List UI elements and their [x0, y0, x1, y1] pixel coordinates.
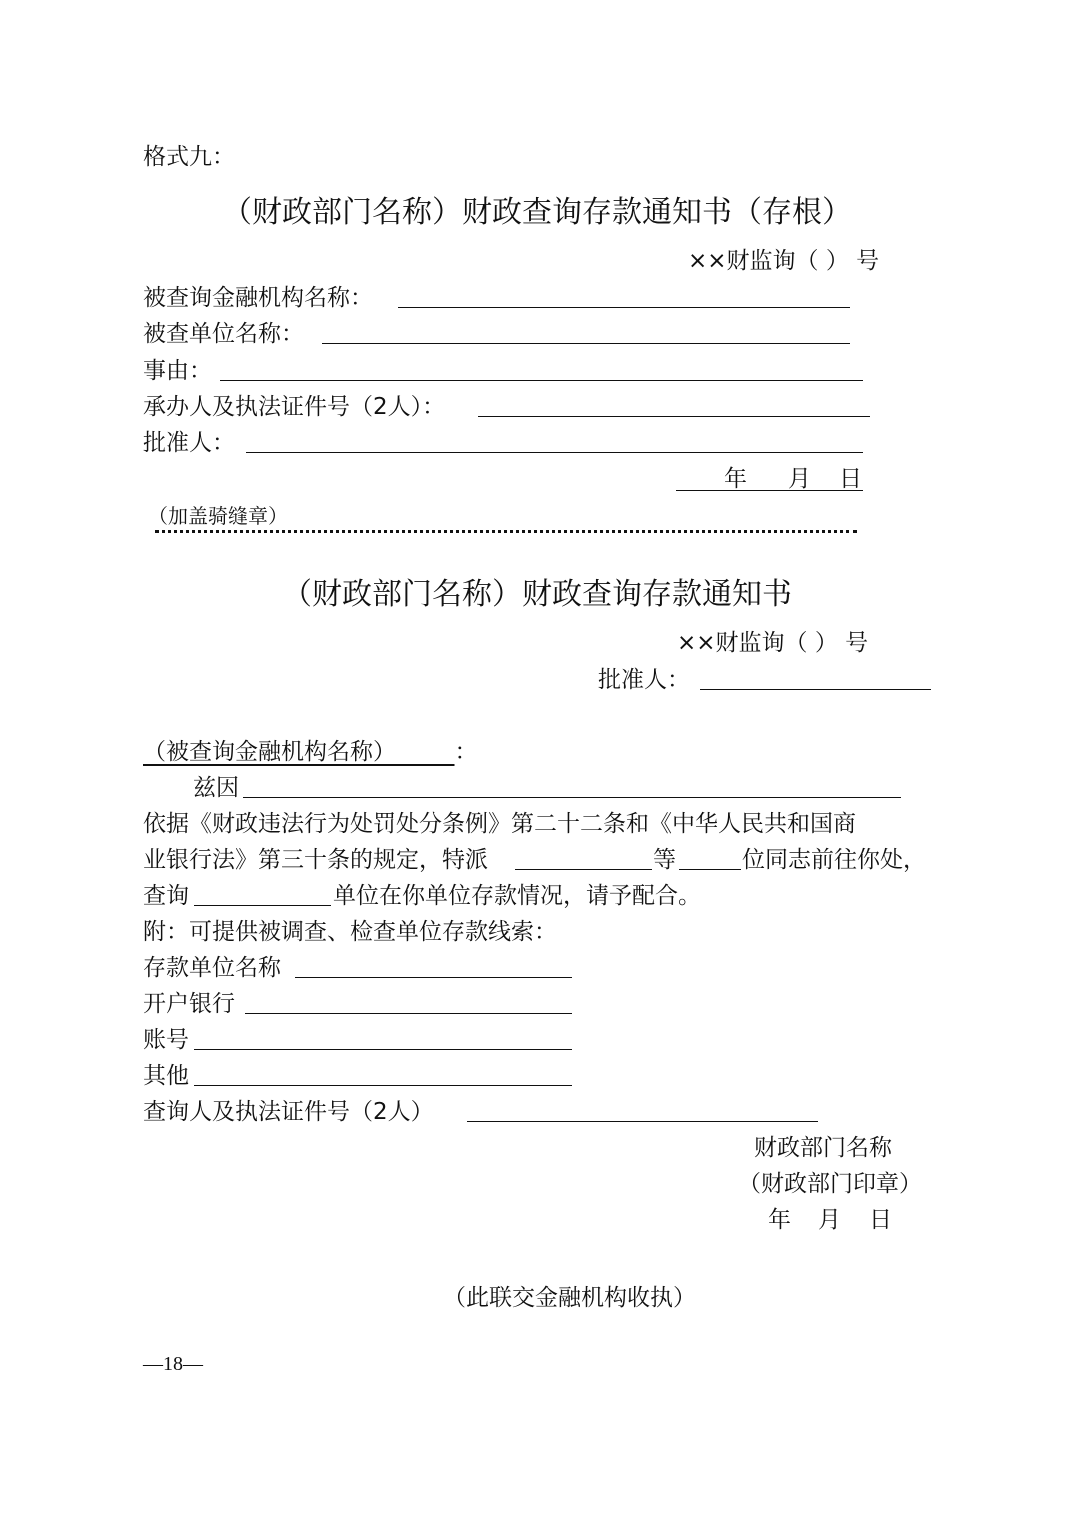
recipient-colon: ： — [454, 739, 478, 765]
stub-date-year: 年 — [724, 466, 747, 492]
seal-note: （加盖骑缝章） — [148, 504, 288, 528]
inquirer-blank[interactable] — [467, 1121, 818, 1122]
inquirer-label: 查询人及执法证件号（2人） — [143, 1099, 434, 1125]
stub-date-month: 月 — [788, 466, 811, 492]
clue-account: 账号 — [143, 1027, 189, 1053]
stub-date-day: 日 — [839, 466, 862, 492]
stub-title: （财政部门名称）财政查询存款通知书（存根） — [222, 195, 852, 230]
stub-field-unit: 被查单位名称： — [143, 321, 304, 347]
stub-date-underline — [676, 490, 863, 491]
body-line-3b: 单位在你单位存款情况，请予配合。 — [333, 883, 701, 909]
notice-doc-number: ××财监询（ ） 号 — [677, 630, 869, 656]
format-heading: 格式九： — [143, 144, 235, 170]
stub-approver-blank[interactable] — [246, 452, 863, 453]
notice-recipient — [143, 737, 478, 767]
dept-seal: （财政部门印章） — [738, 1171, 922, 1197]
copy-note: （此联交金融机构收执） — [443, 1285, 696, 1311]
attachment-intro: 附：可提供被调查、检查单位存款线索： — [143, 919, 557, 945]
recipient-name: （被查询金融机构名称） — [143, 739, 396, 765]
notice-approver-blank[interactable] — [700, 689, 931, 690]
stub-institution-blank[interactable] — [398, 307, 850, 308]
dispatcher-blank[interactable] — [515, 869, 652, 870]
clue-deposit-unit: 存款单位名称 — [143, 955, 281, 981]
notice-title: （财政部门名称）财政查询存款通知书 — [282, 577, 792, 612]
person-count-blank[interactable] — [679, 869, 741, 870]
body-line-2b: 等 — [653, 847, 676, 873]
notice-date-day: 日 — [869, 1207, 892, 1233]
clue-deposit-unit-blank[interactable] — [295, 977, 572, 978]
stub-unit-blank[interactable] — [322, 343, 850, 344]
body-line-2a: 业银行法》第三十条的规定，特派 — [143, 847, 488, 873]
body-line-2c: 位同志前往你处， — [742, 847, 926, 873]
stub-field-reason: 事由： — [143, 358, 212, 384]
body-line-1: 依据《财政违法行为处罚处分条例》第二十二条和《中华人民共和国商 — [143, 811, 856, 837]
clue-other: 其他 — [143, 1063, 189, 1089]
reason-blank[interactable] — [243, 797, 901, 798]
clue-bank-blank[interactable] — [245, 1013, 572, 1014]
stub-field-approver: 批准人： — [143, 430, 235, 456]
dept-name: 财政部门名称 — [754, 1135, 892, 1161]
perforation-line — [155, 530, 857, 533]
notice-date-year: 年 — [768, 1207, 791, 1233]
stub-doc-number: ××财监询（ ） 号 — [688, 248, 880, 274]
clue-other-blank[interactable] — [194, 1085, 572, 1086]
page-number: —18— — [143, 1353, 203, 1375]
body-line-3a: 查询 — [143, 883, 189, 909]
queried-unit-blank[interactable] — [194, 905, 331, 906]
stub-reason-blank[interactable] — [220, 380, 863, 381]
stub-field-handlers: 承办人及执法证件号（2人）： — [143, 394, 446, 420]
clue-account-blank[interactable] — [194, 1049, 572, 1050]
stub-handlers-blank[interactable] — [478, 416, 870, 417]
notice-approver-label: 批准人： — [598, 667, 690, 693]
clue-bank: 开户银行 — [143, 991, 235, 1017]
notice-date-month: 月 — [818, 1207, 841, 1233]
body-zi-yin: 兹因 — [193, 775, 239, 801]
stub-field-institution: 被查询金融机构名称： — [143, 285, 373, 311]
